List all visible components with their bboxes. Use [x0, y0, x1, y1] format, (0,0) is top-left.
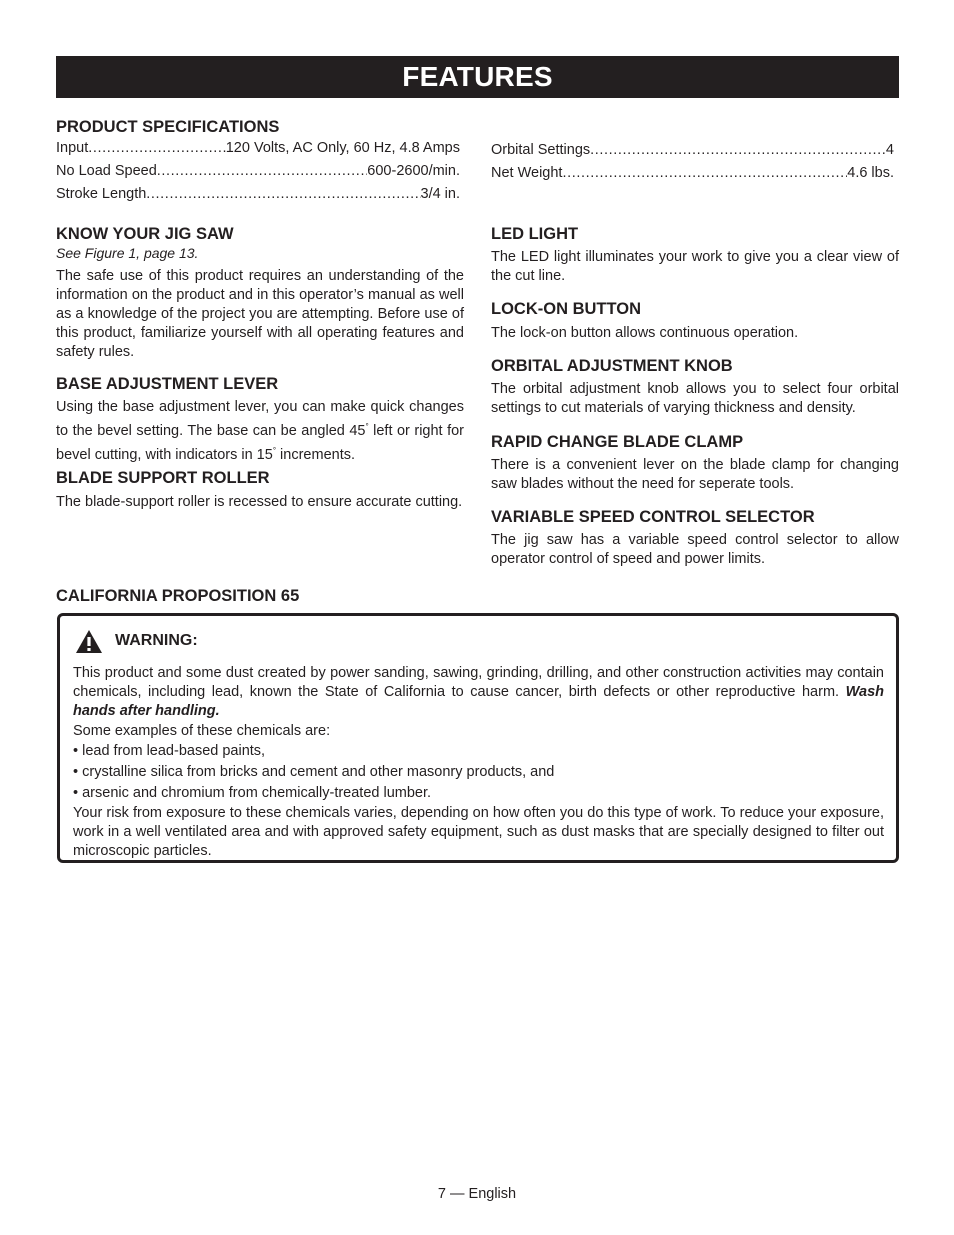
spec-label: No Load Speed [56, 163, 157, 179]
section-body: The LED light illuminates your work to give you a clear view of the cut line. [491, 249, 899, 284]
section-body: The jig saw has a variable speed control selector to allow operator control of speed and power limits. [491, 532, 899, 567]
section-heading: KNOW YOUR JIG SAW [56, 225, 234, 243]
section-heading: LOCK-ON BUTTON [491, 300, 642, 318]
spec-label: Orbital Settings [491, 142, 591, 158]
section-rapid-change-blade-clamp [491, 432, 899, 494]
spec-label: Net Weight [491, 165, 563, 181]
section-orbital-adjustment-knob [491, 356, 899, 418]
list-item: • lead from lead-based paints, [73, 743, 266, 759]
spec-label: Input [56, 140, 89, 156]
wash-hands-emphasis: Wash hands after handling. [73, 684, 884, 719]
figure-reference: See Figure 1, page 13. [56, 245, 199, 261]
section-body: The orbital adjustment knob allows you to select four orbital settings to cut materials of varying thickness and density. [491, 381, 899, 416]
section-led-light [491, 224, 899, 286]
spec-value: 600-2600/min. [367, 163, 460, 179]
list-item: • arsenic and chromium from chemically-treated lumber. [73, 785, 432, 801]
section-body: The lock-on button allows continuous operation. [491, 325, 799, 341]
section-body: The safe use of this product requires an understanding of the information on the product and in this operator’s manual as well as a knowledge of the project you are attempting. Before use of this product, familiarize yourself with all operating features and safety rules. [56, 268, 464, 360]
spec-row-stroke-length [56, 185, 460, 203]
section-variable-speed-control-selector [491, 507, 899, 569]
section-body: There is a convenient lever on the blade clamp for changing saw blades without the need for seperate tools. [491, 457, 899, 492]
page-footer: 7 — English [437, 1186, 517, 1202]
section-heading: BASE ADJUSTMENT LEVER [56, 375, 279, 393]
section-lock-on-button [491, 299, 899, 343]
section-know-your-jig-saw [56, 224, 464, 362]
spec-value: 4.6 lbs. [847, 165, 894, 181]
product-specifications-right [491, 141, 894, 187]
spec-row-net-weight [491, 164, 894, 182]
section-body: The blade-support roller is recessed to ensure accurate cutting. [56, 494, 463, 510]
spec-row-input [56, 139, 460, 157]
section-heading: VARIABLE SPEED CONTROL SELECTOR [491, 508, 815, 526]
product-specifications [56, 117, 460, 208]
spec-row-orbital-settings [491, 141, 894, 159]
section-heading: ORBITAL ADJUSTMENT KNOB [491, 357, 733, 375]
specs-heading: PRODUCT SPECIFICATIONS [56, 118, 280, 136]
list-item: • crystalline silica from bricks and cement and other masonry products, and [73, 764, 555, 780]
spec-value: 120 Volts, AC Only, 60 Hz, 4.8 Amps [225, 140, 460, 156]
section-heading: LED LIGHT [491, 225, 579, 243]
spec-value: 4 [885, 142, 894, 158]
spec-value: 3/4 in. [420, 186, 460, 202]
section-base-adjustment-lever [56, 374, 464, 465]
prop65-heading: CALIFORNIA PROPOSITION 65 [56, 587, 300, 605]
page-title-banner: FEATURES [56, 56, 899, 98]
section-heading: RAPID CHANGE BLADE CLAMP [491, 433, 744, 451]
spec-label: Stroke Length [56, 186, 147, 202]
warning-header [73, 628, 884, 654]
section-blade-support-roller [56, 468, 464, 512]
section-body: Using the base adjustment lever, you can make quick changes to the bevel setting. The base can be angled 45° left or right for bevel cutting, with indicators in 15° increments. [56, 399, 464, 463]
section-heading: BLADE SUPPORT ROLLER [56, 469, 270, 487]
spec-row-no-load-speed [56, 162, 460, 180]
warning-box [57, 613, 899, 863]
warning-label: WARNING: [115, 632, 198, 649]
warning-triangle-icon [75, 629, 103, 654]
warning-paragraph-1: This product and some dust created by power sanding, sawing, grinding, drilling, and other construction activities may contain chemicals, including lead, known the State of California to cause cancer, birth defects or other reproductive harm. Wash hands after handling. [73, 665, 884, 719]
warning-paragraph-2: Your risk from exposure to these chemicals varies, depending on how often you do this type of work. To reduce your exposure, work in a well ventilated area and with approved safety equipment, such as dust masks that are specially designed to filter out microscopic particles. [73, 805, 884, 859]
examples-intro: Some examples of these chemicals are: [73, 723, 331, 739]
